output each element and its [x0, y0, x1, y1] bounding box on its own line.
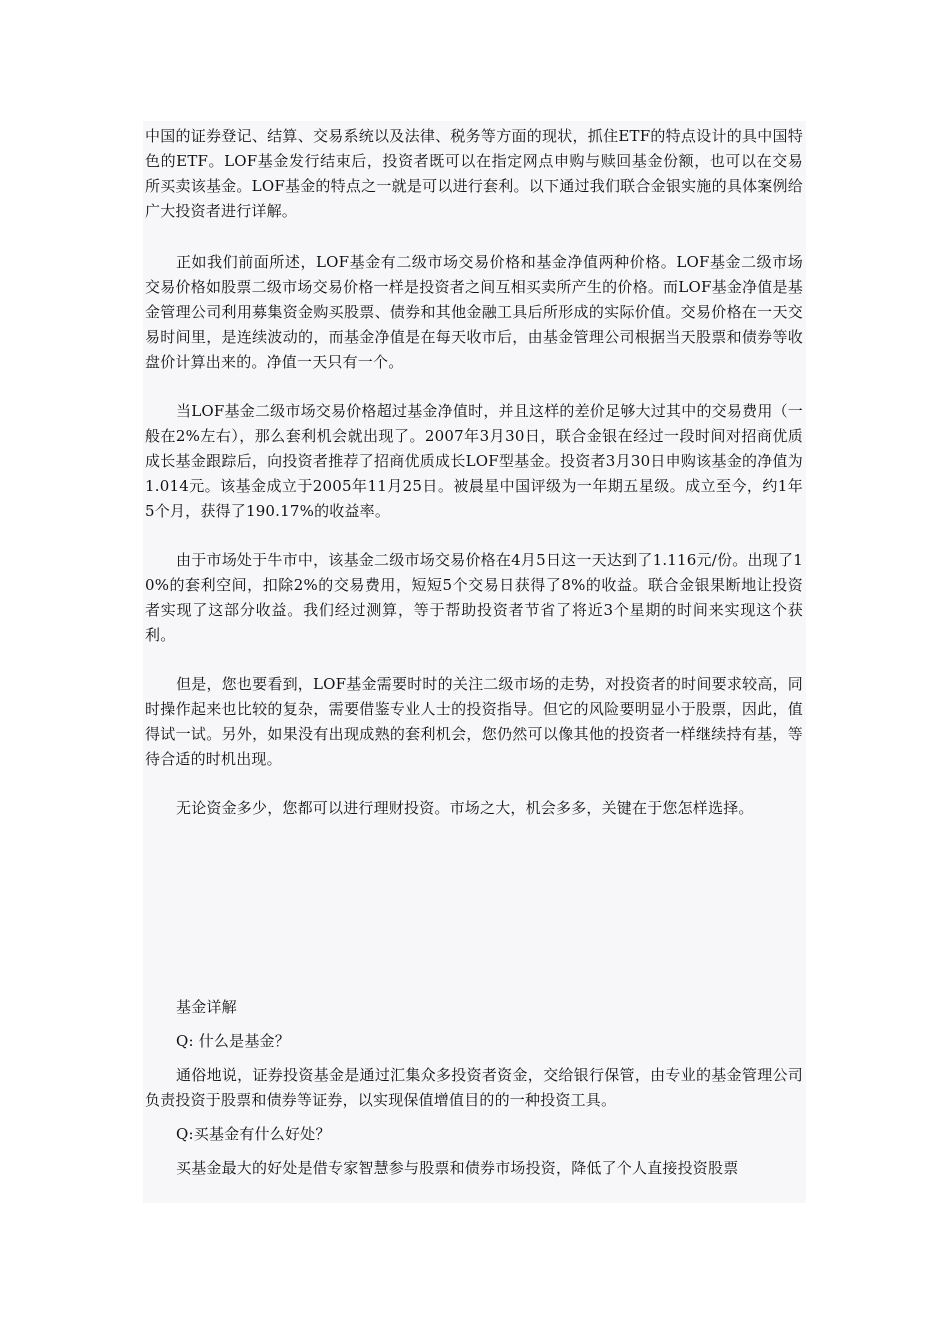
document-body: [145, 124, 803, 1190]
question-what-is-fund: Q: 什么是基金？: [176, 1032, 290, 1050]
answer-what-is-fund: 通俗地说，证券投资基金是通过汇集众多投资者资金，交给银行保管，由专业的基金管理公司负责投资于股票和债券等证券，以实现保值增值目的的一种投资工具。: [145, 1066, 803, 1109]
paragraph-etf-intro: 中国的证券登记、结算、交易系统以及法律、税务等方面的现状，抓住ETF的特点设计的具中国特色的ETF。LOF基金发行结束后，投资者既可以在指定网点申购与赎回基金份额，也可以在交易所买卖该基金。LOF基金的特点之一就是可以进行套利。以下通过我们联合金银实施的具体案例给广大投资者进行详解。: [145, 127, 803, 220]
section-heading-fund-details: 基金详解: [176, 998, 237, 1016]
paragraph-arbitrage-case: 当LOF基金二级市场交易价格超过基金净值时，并且这样的差价足够大过其中的交易费用（一般在2%左右），那么套利机会就出现了。2007年3月30日，联合金银在经过一段时间对招商优质成长基金跟踪后，向投资者推荐了招商优质成长LOF型基金。投资者3月30日申购该基金的净值为1.014元。该基金成立于2005年11月25日。被晨星中国评级为一年期五星级。成立至今，约1年5个月，获得了190.17%的收益率。: [145, 402, 803, 520]
paragraph-closing: 无论资金多少，您都可以进行理财投资。市场之大，机会多多，关键在于您怎样选择。: [176, 799, 754, 817]
paragraph-two-prices: 正如我们前面所述，LOF基金有二级市场交易价格和基金净值两种价格。LOF基金二级市场交易价格如股票二级市场交易价格一样是投资者之间互相买卖所产生的价格。而LOF基金净值是基金管理公司利用募集资金购买股票、债券和其他金融工具后所形成的实际价值。交易价格在一天交易时间里，是连续波动的，而基金净值是在每天收市后，由基金管理公司根据当天股票和债券等收盘价计算出来的。净值一天只有一个。: [145, 253, 803, 371]
paragraph-risk-note: 但是，您也要看到，LOF基金需要时时的关注二级市场的走势，对投资者的时间要求较高，同时操作起来也比较的复杂，需要借鉴专业人士的投资指导。但它的风险要明显小于股票，因此，值得试一试。另外，如果没有出现成熟的套利机会，您仍然可以像其他的投资者一样继续持有基，等待合适的时机出现。: [145, 675, 803, 768]
blank-space: [145, 845, 803, 995]
paragraph-bull-market: 由于市场处于牛市中，该基金二级市场交易价格在4月5日这一天达到了1.116元/份。出现了10%的套利空间，扣除2%的交易费用，短短5个交易日获得了8%的收益。联合金银果断地让投资者实现了这部分收益。我们经过测算，等于帮助投资者节省了将近3个星期的时间来实现这个获利。: [145, 551, 803, 644]
question-benefits: Q:买基金有什么好处？: [176, 1125, 331, 1143]
answer-benefits: 买基金最大的好处是借专家智慧参与股票和债券市场投资，降低了个人直接投资股票: [176, 1159, 739, 1177]
